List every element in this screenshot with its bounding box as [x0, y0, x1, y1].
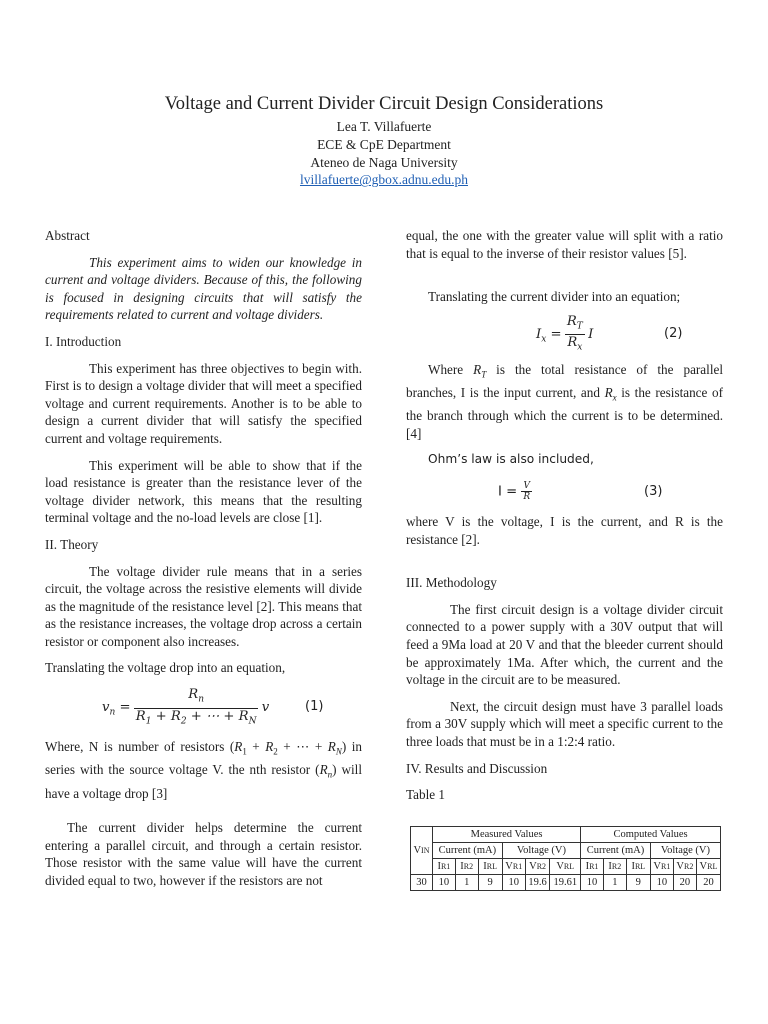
author-email-link[interactable]: lvillafuerte@gbox.adnu.edu.ph	[299, 172, 468, 188]
table-subheader-cell: VRL	[550, 859, 581, 875]
table-subheader-cell: IR2	[603, 859, 626, 875]
table-row	[411, 875, 721, 891]
results-heading: IV. Results and Discussion	[406, 760, 548, 776]
measured-voltage-header: Voltage (V)	[502, 843, 580, 859]
table-header-row-2	[411, 843, 721, 859]
current-divider-paragraph: The current divider helps determine the current entering a parallel circuit, and through a certain resistor. Those resistor with the same value will have the current divided equal to two, however if the resistors are not	[45, 820, 362, 888]
computed-values-header: Computed Values	[581, 827, 721, 843]
table-subheader-cell: IR2	[455, 859, 478, 875]
table-subheader-cell: VR1	[650, 859, 673, 875]
table-subheader-cell: IRL	[626, 859, 650, 875]
measured-current-header: Current (mA)	[432, 843, 502, 859]
table-label: Table 1	[406, 787, 445, 803]
table-cell-vin: 30	[411, 875, 433, 891]
results-table	[410, 826, 721, 891]
introduction-heading: I. Introduction	[45, 333, 122, 349]
table-cell: 10	[502, 875, 525, 891]
table-cell: 1	[603, 875, 626, 891]
equation-2: $I_x$ = $\frac{R_T}{R_x}$ I (2)	[536, 313, 683, 354]
table-subheader-cell: VRL	[696, 859, 720, 875]
methodology-paragraph-1: The first circuit design is a voltage divider circuit connected to a power supply with a 30V output that will feed a 9Ma load at 20 V and that the bleeder current should be approximately 1Ma. After which, the current and the voltage in the circuit are to be measured.	[406, 601, 723, 688]
computed-voltage-header: Voltage (V)	[650, 843, 720, 859]
table-cell: 9	[478, 875, 502, 891]
left-column	[45, 227, 362, 890]
computed-current-header: Current (mA)	[581, 843, 651, 859]
table-subheader-cell: IR1	[581, 859, 604, 875]
equation-1-number: (1)	[305, 699, 324, 715]
paper-title: Voltage and Current Divider Circuit Design Considerations	[164, 94, 604, 114]
table-header-row-3	[411, 859, 721, 875]
methodology-paragraph-2: Next, the circuit design must have 3 parallel loads from a 30V supply which will meet a specific current to the three loads that must be in a 1:2:4 ratio.	[406, 698, 723, 749]
theory-paragraph-1: The voltage divider rule means that in a series circuit, the voltage across the resistive elements will divide as the magnitude of the resistance level [2]. This means that as the resistance increases, the voltage drop across a certain resistor or component also increases.	[45, 563, 362, 649]
vin-header: VIN	[411, 827, 433, 875]
author-name: Lea T. Villafuerte	[336, 119, 432, 134]
theory-paragraph-2: Translating the voltage drop into an equation,	[45, 660, 286, 676]
continued-paragraph: equal, the one with the greater value will split with a ratio that is equal to the inverse of their resistor values [5].	[406, 228, 723, 261]
introduction-paragraph-2: This experiment will be able to show that if the load resistance is greater than the resistance lever of the voltage divider network, this means that the resulting terminal voltage and the no-load levels are close [1].	[45, 457, 362, 526]
abstract-heading: Abstract	[45, 228, 90, 243]
equation-1-fraction: $\frac{R_n}{R_1 + R_2 + \cdots + R_N}$	[135, 687, 257, 727]
measured-values-header: Measured Values	[432, 827, 580, 843]
equation-1: $v_n$ = $\frac{R_n}{R_1 + R_2 + \cdots + R_N}$ v (1)	[45, 685, 362, 729]
equation-3: I = $\frac{V}{R}$ (3)	[498, 481, 663, 503]
table-cell: 10	[650, 875, 673, 891]
table-cell: 10	[581, 875, 604, 891]
university: Ateneo de Naga University	[310, 154, 458, 170]
table-subheader-cell: VR1	[502, 859, 525, 875]
equation-2-number: (2)	[664, 325, 683, 341]
introduction-paragraph-1: This experiment has three objectives to begin with. First is to design a voltage divider that will meet a specified voltage and current requirements. Another is to be able to design a current divider that will satisfy the specified current and voltage requirements.	[45, 360, 362, 446]
table-cell: 20	[696, 875, 720, 891]
table-cell: 9	[626, 875, 650, 891]
table-header-row-1	[411, 827, 721, 843]
table-cell: 10	[432, 875, 455, 891]
ohms-law-text: Ohm’s law is also included,	[428, 452, 594, 467]
where-v-paragraph: where V is the voltage, I is the current, and R is the resistance [2].	[406, 514, 723, 547]
table-cell: 1	[455, 875, 478, 891]
table-subheader-cell: VR2	[673, 859, 696, 875]
theory-heading: II. Theory	[45, 536, 99, 552]
table-cell: 19.61	[550, 875, 581, 891]
table-subheader-cell: VR2	[525, 859, 550, 875]
methodology-heading: III. Methodology	[406, 575, 497, 591]
translate-current-text: Translating the current divider into an equation;	[428, 289, 681, 305]
right-column	[406, 227, 723, 804]
where-rt-paragraph: Where $R_T$ is the total resistance of the parallel branches, I is the input current, and $R_x$ is the resistance of the branch through which the current is to be determined. [4]	[406, 361, 724, 441]
where-paragraph: Where, N is number of resistors ($R_1 + R_2$ + ⋯ + $R_N$) in series with the source voltage V. the nth resistor $(R_n)$ will have a voltage drop [3]	[45, 739, 363, 801]
table-subheader-cell: IRL	[478, 859, 502, 875]
equation-3-number: (3)	[644, 484, 663, 500]
table-cell: 20	[673, 875, 696, 891]
paper-header	[0, 92, 768, 189]
table-subheader-cell: IR1	[432, 859, 455, 875]
table-cell: 19.6	[525, 875, 550, 891]
department: ECE & CpE Department	[317, 136, 451, 152]
equation-1-lhs: $v_n$ =	[102, 700, 131, 718]
abstract-text: This experiment aims to widen our knowledge in current and voltage dividers. Because of this, the following is focused in designing circuits that will satisfy the requirements related to current and voltage dividers.	[45, 254, 362, 323]
